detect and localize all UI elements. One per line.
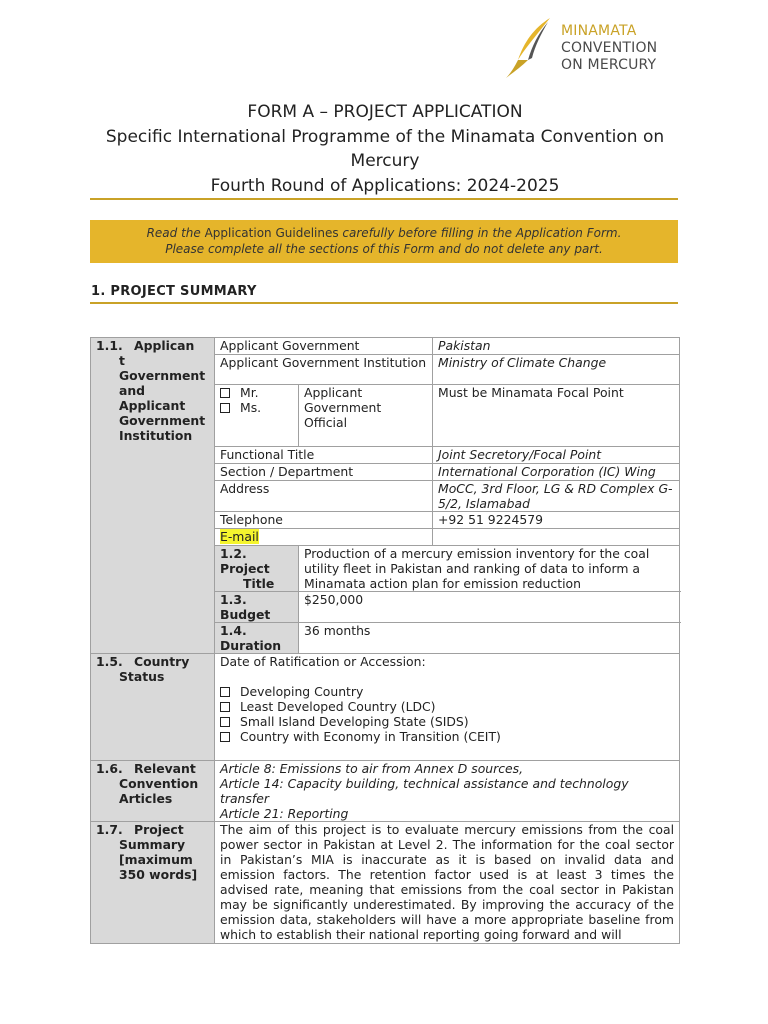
ms-label: Ms. — [240, 400, 262, 415]
article-14: Article 14: Capacity building, technical assistance and technology transfer — [220, 776, 629, 806]
project-title-value[interactable]: Production of a mercury emission inventory for the coal utility fleet in Pakistan and ranking of data to inform a Minamata action plan for emission reduction — [299, 546, 680, 592]
dept-label: Section / Department — [215, 464, 433, 481]
sids-label: Small Island Developing State (SIDS) — [240, 714, 469, 729]
form-title: FORM A – PROJECT APPLICATION — [247, 102, 523, 122]
form-title-block — [90, 100, 680, 198]
email-label: E-mail — [220, 529, 259, 544]
title-divider — [90, 198, 678, 200]
logo-line-3: ON MERCURY — [561, 57, 657, 73]
func-value[interactable]: Joint Secretory/Focal Point — [433, 447, 680, 464]
row-1-3-label: 1.3.Budget — [215, 592, 299, 623]
project-summary-value[interactable]: The aim of this project is to evaluate mercury emissions from the coal power sector in Pakistan at Level 2. The information for the coal sector in Pakistan’s MIA is inaccurate as it is based on invalid data and emission factors. The retention factor used is at least 3 times the advised rate, meaning that emissions from the coal sector in Pakistan may be significantly underestimated. By improving the accuracy of the emission data, stakeholders will have a more appropriate baseline from which to establish their national reporting going forward and will — [215, 822, 680, 944]
section-heading: 1. PROJECT SUMMARY — [91, 284, 257, 299]
row-1-4-label: 1.4.Duration — [215, 623, 299, 654]
logo-line-2: CONVENTION — [561, 40, 658, 56]
inst-label: Applicant Government Institution — [215, 355, 433, 385]
mr-label: Mr. — [240, 385, 259, 400]
programme-title-line1: Specific International Programme of the Minamata Convention on — [105, 126, 665, 147]
addr-label: Address — [215, 481, 433, 512]
sids-checkbox[interactable] — [220, 717, 230, 727]
developing-country-label: Developing Country — [240, 684, 364, 699]
notice-read-the: Read the — [146, 226, 205, 240]
project-summary-table — [90, 337, 680, 944]
ldc-label: Least Developed Country (LDC) — [240, 699, 436, 714]
articles-cell[interactable] — [215, 761, 680, 822]
notice-line2: Please complete all the sections of this Form and do not delete any part. — [165, 242, 603, 256]
ratification-label: Date of Ratification or Accession: — [220, 654, 426, 669]
tel-label: Telephone — [215, 512, 433, 529]
round-title: Fourth Round of Applications: 2024-2025 — [210, 175, 560, 196]
row-1-2-label: 1.2.Project Title — [215, 546, 299, 592]
row-1-7-label: 1.7. Project Summary [maximum 350 words] — [91, 822, 215, 944]
ldc-checkbox[interactable] — [220, 702, 230, 712]
country-status-cell — [215, 654, 680, 761]
article-21: Article 21: Reporting — [220, 806, 349, 821]
official-value[interactable]: Must be Minamata Focal Point — [433, 385, 680, 447]
tel-value[interactable]: +92 51 9224579 — [433, 512, 680, 529]
programme-title-line2: Mercury — [350, 151, 420, 171]
article-8: Article 8: Emissions to air from Annex D sources, — [220, 761, 524, 776]
logo-swoosh-icon — [504, 16, 560, 80]
gov-value[interactable]: Pakistan — [433, 338, 680, 355]
ms-checkbox[interactable] — [220, 403, 230, 413]
application-guidelines-link[interactable]: Application Guidelines — [204, 226, 339, 240]
func-label: Functional Title — [215, 447, 433, 464]
row-1-5-label: 1.5. Country Status — [91, 654, 215, 761]
instructions-banner — [90, 220, 678, 263]
email-label-cell — [215, 529, 433, 546]
budget-value[interactable]: $250,000 — [299, 592, 680, 623]
official-label: Applicant Government Official — [299, 385, 433, 447]
duration-value[interactable]: 36 months — [299, 623, 680, 654]
section-divider — [90, 302, 678, 304]
ceit-checkbox[interactable] — [220, 732, 230, 742]
ceit-label: Country with Economy in Transition (CEIT) — [240, 729, 501, 744]
dept-value[interactable]: International Corporation (IC) Wing — [433, 464, 680, 481]
gov-label: Applicant Government — [215, 338, 433, 355]
minamata-logo — [504, 16, 684, 80]
row-1-1-label: 1.1. Applican t Government and Applicant Government Institution — [91, 338, 215, 654]
addr-value[interactable]: MoCC, 3rd Floor, LG & RD Complex G-5/2, Islamabad — [433, 481, 680, 512]
notice-rest: carefully before filling in the Application Form. — [338, 226, 622, 240]
email-value[interactable] — [433, 529, 680, 546]
logo-line-1: MINAMATA — [561, 23, 637, 39]
title-checkboxes — [215, 385, 299, 447]
mr-checkbox[interactable] — [220, 388, 230, 398]
inst-value[interactable]: Ministry of Climate Change — [433, 355, 680, 385]
developing-country-checkbox[interactable] — [220, 687, 230, 697]
row-1-6-label: 1.6. Relevant Convention Articles — [91, 761, 215, 822]
